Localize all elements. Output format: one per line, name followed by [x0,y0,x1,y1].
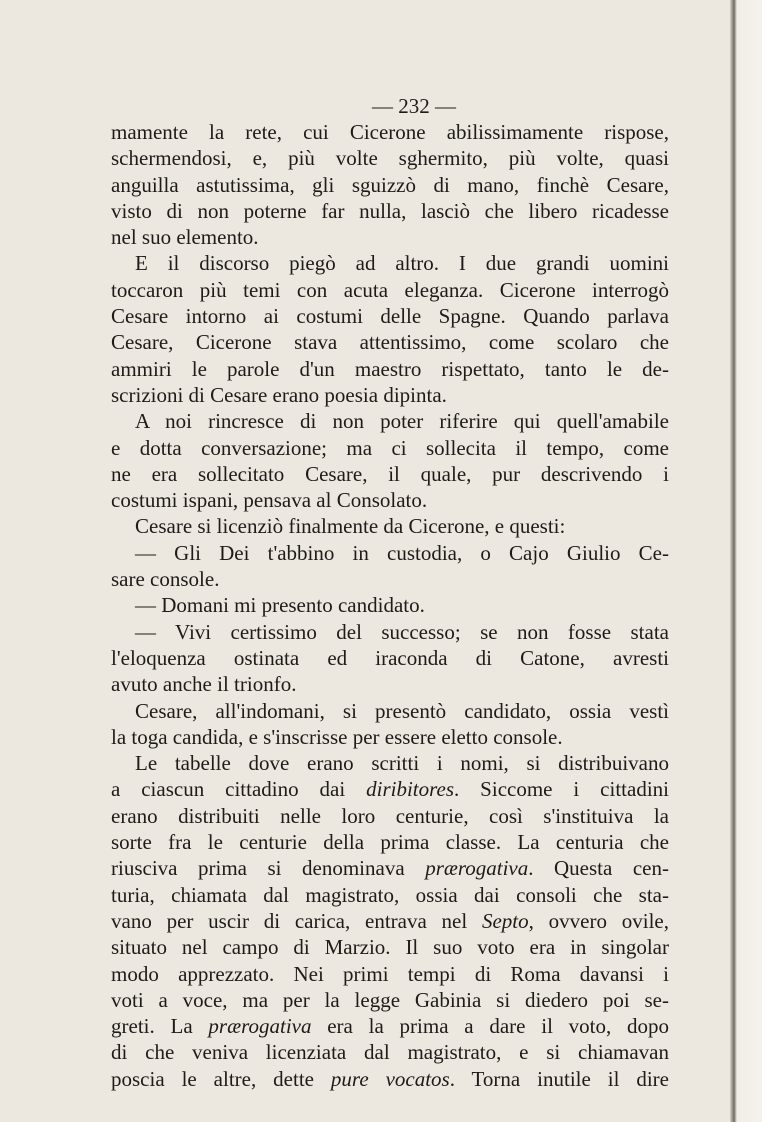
book-spine-edge [730,0,762,1122]
text-line: Cesare, Cicerone stava attentissimo, come scolaro che [111,330,669,355]
text-line: — Domani mi presento candidato. [135,593,425,618]
text-line: E il discorso piegò ad altro. I due grandi uomini [135,251,669,276]
text-line: toccaron più temi con acuta eleganza. Cicerone interrogò [111,277,669,302]
italic-term: Septo [481,908,529,933]
text-line [111,776,669,802]
text-line: visto di non poterne far nulla, lasciò che libero ricadesse [111,198,669,223]
text-line: avuto anche il trionfo. [111,672,297,697]
text-line: voti a voce, ma per la legge Gabinia si diedero poi se- [111,987,669,1012]
text-line: Cesare intorno ai costumi delle Spagne. Quando parlava [111,304,669,329]
text-span: greti. La [111,1014,209,1039]
italic-term: prærogativa [425,856,529,881]
text-line: sorte fra le centurie della prima classe. La centuria che [111,830,669,855]
text-span: . Torna inutile il dire [449,1066,669,1091]
text-line: turia, chiamata dal magistrato, ossia dai consoli che sta- [111,882,669,907]
text-line: mamente la rete, cui Cicerone abilissimamente rispose, [111,120,669,144]
text-line: schermendosi, e, più volte sghermito, più volte, quasi [111,146,669,171]
text-line: modo apprezzato. Nei primi tempi di Roma davansi i [111,961,669,986]
text-line: A noi rincresce di non poter riferire qui quell'amabile [135,409,669,434]
text-line: scrizioni di Cesare erano poesia dipinta. [111,382,447,407]
text-span: , ovvero ovile, [528,908,669,933]
text-span: poscia le altre, dette [111,1066,331,1091]
text-line: Cesare, all'indomani, si presentò candidato, ossia vestì [135,698,669,723]
text-line [111,1066,669,1092]
text-line: ne era sollecitato Cesare, il quale, pur descrivendo i [111,461,669,486]
italic-term: pure vocatos [330,1066,450,1091]
text-line: l'eloquenza ostinata ed iraconda di Catone, avresti [111,645,669,670]
text-line [111,1013,669,1039]
page-number: — 232 — [372,94,456,118]
text-line: e dotta conversazione; ma ci sollecita il tempo, come [111,435,669,460]
text-span: riusciva prima si denominava [111,856,426,881]
text-span: . Questa cen- [528,856,669,881]
text-line: anguilla astutissima, gli sguizzò di mano, finchè Cesare, [111,172,669,197]
text-span: a ciascun cittadino dai [111,777,367,802]
text-line: Cesare si licenziò finalmente da Cicerone, e questi: [135,514,566,539]
text-line: la toga candida, e s'inscrisse per essere eletto console. [111,724,563,749]
text-line: erano distribuiti nelle loro centurie, così s'instituiva la [111,803,669,828]
text-line [111,908,669,934]
text-line: — Gli Dei t'abbino in custodia, o Cajo Giulio Ce- [135,540,669,565]
text-line: — Vivi certissimo del successo; se non fosse stata [135,619,669,644]
italic-term: prærogativa [208,1014,312,1039]
text-line [111,855,669,881]
text-line: situato nel campo di Marzio. Il suo voto era in singolar [111,935,669,960]
text-line: Le tabelle dove erano scritti i nomi, si distribuivano [135,751,669,776]
italic-term: diribitores [366,777,455,802]
page-text [111,93,669,1092]
text-line: di che veniva licenziata dal magistrato, e si chiamavan [111,1040,669,1065]
text-span: . Siccome i cittadini [454,777,669,802]
text-span: era la prima a dare il voto, dopo [311,1014,670,1039]
text-line: costumi ispani, pensava al Consolato. [111,488,428,513]
text-span: vano per uscir di carica, entrava nel [111,908,482,933]
text-line: ammiri le parole d'un maestro rispettato, tanto le de- [111,356,669,381]
text-line: nel suo elemento. [111,225,259,250]
text-line: sare console. [111,567,220,592]
